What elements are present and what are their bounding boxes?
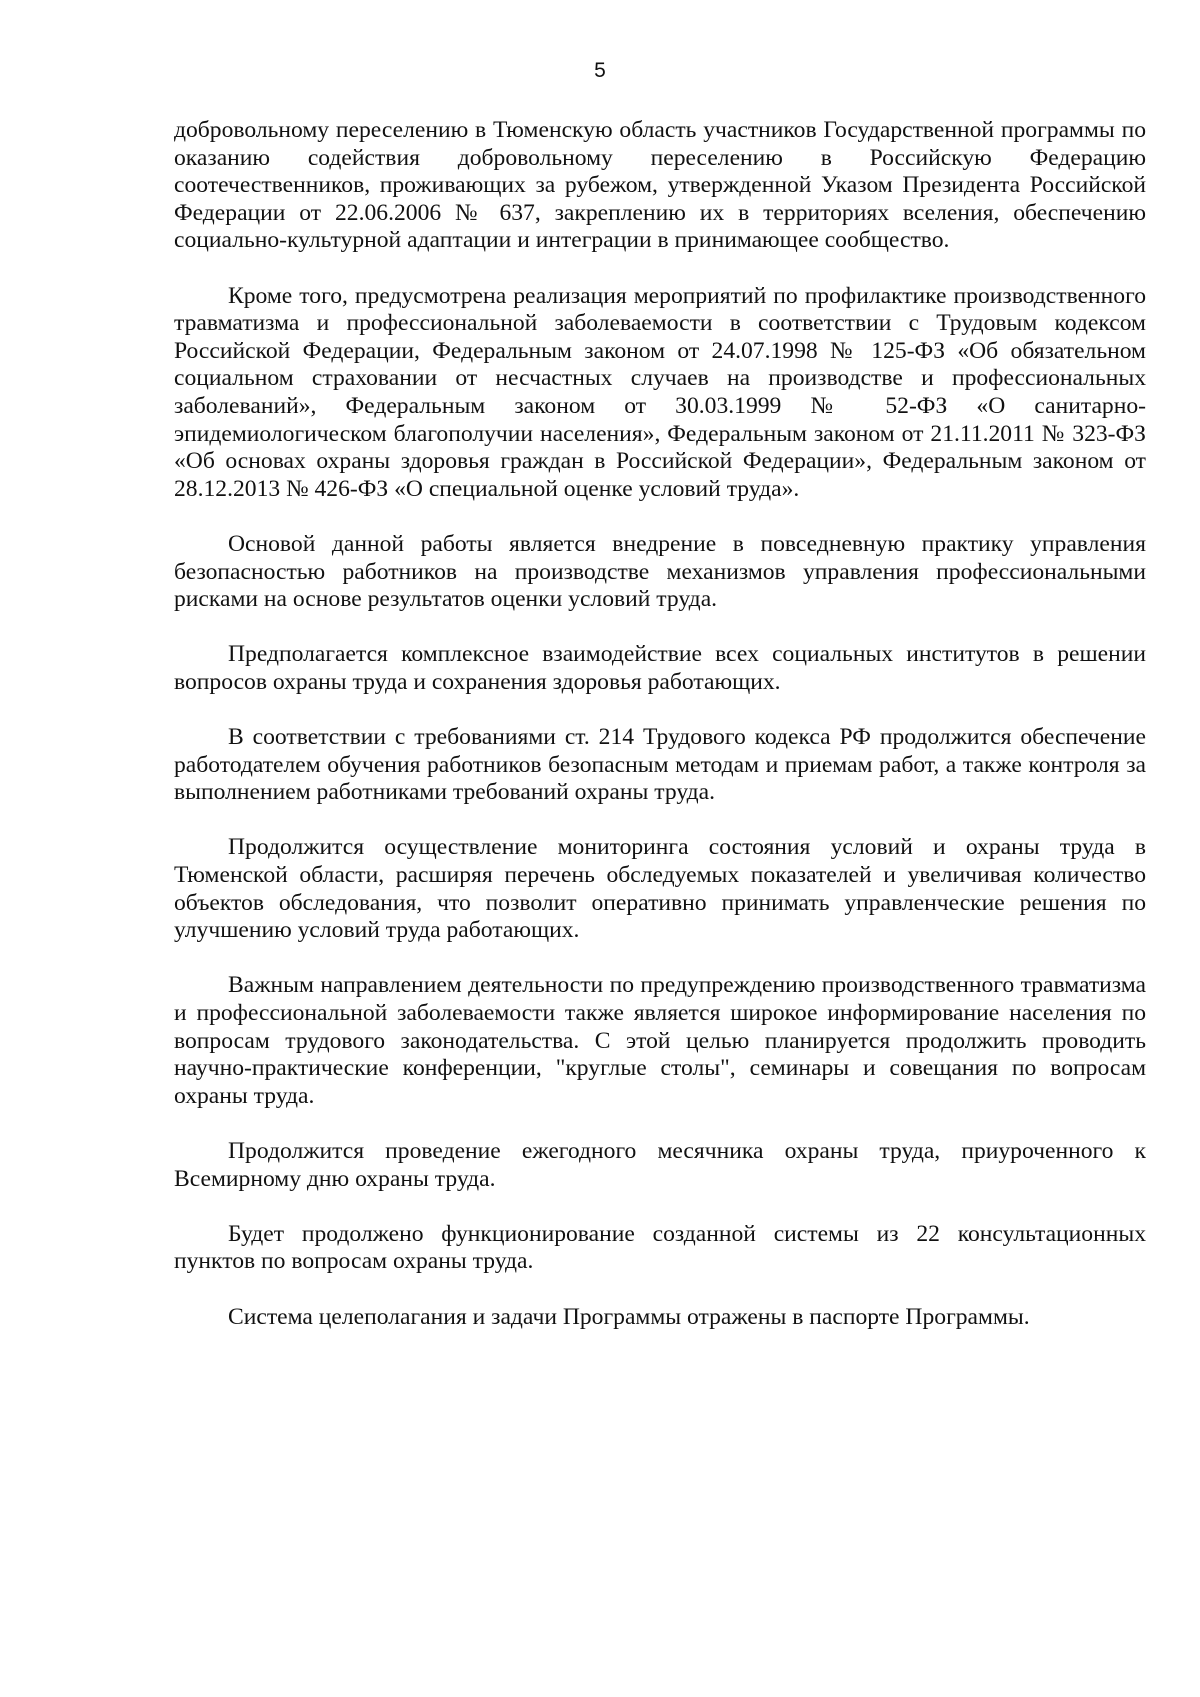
paragraph-continuation: добровольному переселению в Тюменскую область участников Государственной программы по оказанию содействия добровольному переселению в Российскую Федерацию соотечественников, проживающих за рубежом, утвержденной Указом Президента Российской Федерации от 22.06.2006 № 637, закреплению их в территориях вселения, обеспечению социально-культурной адаптации и интеграции в принимающее сообщество. bbox=[174, 117, 1146, 254]
paragraph: Система целеполагания и задачи Программы отражены в паспорте Программы. bbox=[228, 1303, 1030, 1330]
paragraph: Предполагается комплексное взаимодействие всех социальных институтов в решении вопросов охраны труда и сохранения здоровья работающих. bbox=[174, 641, 1146, 695]
page-number: 5 bbox=[594, 59, 606, 82]
paragraph: Важным направлением деятельности по предупреждению производственного травматизма и профессиональной заболеваемости также является широкое информирование населения по вопросам трудового законодательства. С этой целью планируется продолжить проводить научно-практические конференции, "круглые столы", семинары и совещания по вопросам охраны труда. bbox=[174, 972, 1146, 1109]
paragraph: Основой данной работы является внедрение в повседневную практику управления безопасностью работников на производстве механизмов управления профессиональными рисками на основе результатов оценки условий труда. bbox=[174, 530, 1146, 613]
paragraph: Продолжится проведение ежегодного месячника охраны труда, приуроченного к Всемирному дню охраны труда. bbox=[174, 1137, 1146, 1192]
paragraph: Кроме того, предусмотрена реализация мероприятий по профилактике производственного травматизма и профессиональной заболеваемости в соответствии с Трудовым кодексом Российской Федерации, Федеральным законом от 24.07.1998 № 125-ФЗ «Об обязательном социальном страховании от несчастных случаев на производстве и профессиональных заболеваний», Федеральным законом от 30.03.1999 № 52-ФЗ «О санитарно-эпидемиологическом благополучии населения», Федеральным законом от 21.11.2011 № 323-ФЗ «Об основах охраны здоровья граждан в Российской Федерации», Федеральным законом от 28.12.2013 № 426-ФЗ «О специальной оценке условий труда». bbox=[174, 282, 1146, 502]
document-body bbox=[174, 117, 1146, 1359]
paragraph: В соответствии с требованиями ст. 214 Трудового кодекса РФ продолжится обеспечение работодателем обучения работников безопасным методам и приемам работ, а также контроля за выполнением работниками требований охраны труда. bbox=[174, 724, 1146, 806]
paragraph: Будет продолжено функционирование созданной системы из 22 консультационных пунктов по вопросам охраны труда. bbox=[174, 1220, 1146, 1275]
paragraph: Продолжится осуществление мониторинга состояния условий и охраны труда в Тюменской области, расширяя перечень обследуемых показателей и увеличивая количество объектов обследования, что позволит оперативно принимать управленческие решения по улучшению условий труда работающих. bbox=[174, 834, 1146, 944]
